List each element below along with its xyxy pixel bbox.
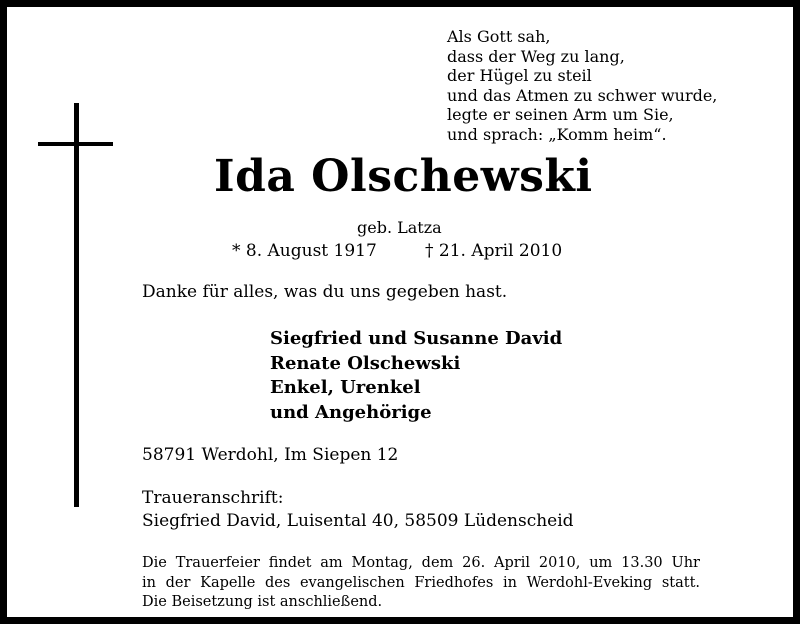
birth-date: * 8. August 1917 [232, 241, 377, 261]
poem [447, 27, 717, 144]
ceremony-line: Die Trauerfeier findet am Montag, dem 26. April 2010, um 13.30 Uhr [142, 555, 700, 571]
mourner-line: und Angehörige [270, 401, 432, 423]
deceased-name: Ida Olschewski [214, 151, 593, 202]
ceremony-info [142, 554, 700, 613]
mourning-address-label: Traueranschrift: [142, 488, 284, 508]
poem-line: und das Atmen zu schwer wurde, [447, 85, 718, 105]
mourning-address-value: Siegfried David, Luisental 40, 58509 Lüdenscheid [142, 511, 574, 531]
death-date: † 21. April 2010 [425, 241, 563, 261]
cross-horizontal-bar [38, 142, 113, 146]
mourner-line: Renate Olschewski [270, 352, 461, 374]
thanks-text: Danke für alles, was du uns gegeben hast. [142, 282, 508, 302]
ceremony-line: Die Beisetzung ist anschließend. [142, 594, 383, 610]
poem-line: der Hügel zu steil [447, 66, 592, 85]
residence-address: 58791 Werdohl, Im Siepen 12 [142, 445, 399, 465]
poem-line: Als Gott sah, [447, 27, 551, 46]
birth-name: geb. Latza [357, 218, 442, 237]
poem-line: dass der Weg zu lang, [447, 46, 625, 66]
cross-vertical-bar [74, 103, 79, 507]
ceremony-line: in der Kapelle des evangelischen Friedhofes in Werdohl-Eveking statt. [142, 574, 700, 591]
poem-line: und sprach: „Komm heim“. [447, 124, 667, 144]
mourners-list [270, 327, 562, 425]
poem-line: legte er seinen Arm um Sie, [447, 105, 674, 124]
mourner-line: Siegfried und Susanne David [270, 328, 563, 349]
mourner-line: Enkel, Urenkel [270, 377, 421, 398]
